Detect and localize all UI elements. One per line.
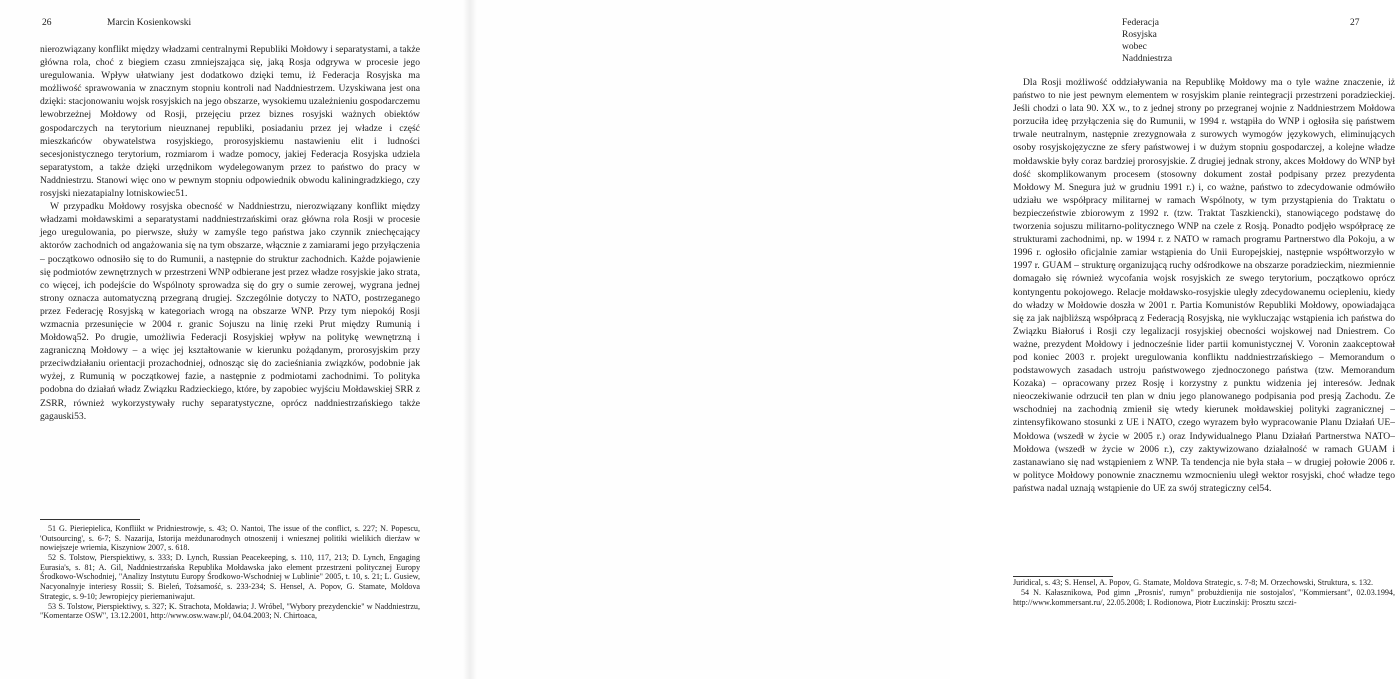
left-page <box>0 0 466 679</box>
footnote: 52 S. Tolstow, Pierspiektiwy, s. 333; D. Lynch, Russian Peacekeeping, s. 110, 117, 213; D. Lynch, Engaging Eurasia's, s. 81; A. Gil, Naddniestrzańska Republika Mołdawska jako element przestrzeni politycznej Europy Środkowo-Wschodniej, "Analizy Instytutu Europy Środkowo-Wschodniej w Lublinie" 2005, t. 10, s. 21; L. Gusiew, Nacyonalnyje interiesy Rossii; S. Bieleń, Tożsamość, s. 233-234; S. Hensel, A. Popov, G. Stamate, Moldova Strategic, s. 9-10; Jewropiejcy pieriemaniwajut. <box>40 553 420 601</box>
footnotes <box>1013 578 1395 608</box>
paragraph: Dla Rosji możliwość oddziaływania na Republikę Mołdowy ma o tyle ważne znaczenie, iż państwo to nie jest pewnym elementem w rosyjskim planie reintegracji przestrzeni poradzieckiej. Jeśli chodzi o lata 90. XX w., to z jednej strony po przegranej wojnie z Naddniestrzem Mołdowa porzuciła ideę przyłączenia się do Rumunii, w 1994 r. wstąpiła do WNP i ogłosiła się państwem trwale neutralnym, następnie zrezygnowała z surowych wymogów językowych, eliminujących osoby rosyjskojęzyczne ze sfery państwowej i w dużym stopniu gospodarczej, a kolejne władze mołdawskie były coraz bardziej prorosyjskie. Z drugiej jednak strony, akces Mołdowy do WNP był dość skomplikowanym procesem (stosowny dokument został podpisany przez prezydenta Mołdowy M. Snegura już w grudniu 1991 r.) i, co ważne, państwo to zdecydowanie odmówiło udziału we współpracy militarnej w ramach Wspólnoty, w tym przystąpienia do Traktatu o bezpieczeństwie zbiorowym z 1992 r. (tzw. Traktat Taszkiencki), stanowiącego podstawę do tworzenia sojuszu militarno-politycznego WNP na czele z Rosją. Ponadto podjęło współpracę ze strukturami zachodnimi, np. w 1994 r. z NATO w ramach programu Partnerstwo dla Pokoju, a w 1996 r. ogłosiło oficjalnie zamiar wstąpienia do Unii Europejskiej, następnie współtworzyło w 1997 r. GUAM – strukturę organizującą ruchy odśrodkowe na obszarze poradzieckim, niezmiennie domagało się również wycofania wojsk rosyjskich ze swego terytorium, początkowo oprócz kontyngentu pokojowego. Relacje mołdawsko-rosyjskie uległy zdecydowanemu ociepleniu, kiedy do władzy w Mołdowie doszła w 2001 r. Partia Komunistów Republiki Mołdowy, opowiadająca się za jak najbliższą współpracą z Federacją Rosyjską, nie wykluczając wstąpienia ich państwa do Związku Białoruś i Rosji czy legalizacji rosyjskiej obecności wojskowej nad Dniestrem. Co ważne, prezydent Mołdowy i jednocześnie lider partii komunistycznej V. Voronin zaakceptował pod koniec 2003 r. projekt uregulowania konfliktu naddniestrzańskiego – Memorandum o podstawowych zasadach ustroju państwowego zjednoczonego państwa (tzw. Memorandum Kozaka) – opracowany przez Rosję i korzystny z punktu widzenia jej interesów. Jednak nieoczekiwanie odrzucił ten plan w dniu jego planowanego podpisania pod presją Zachodu. Ze wschodniej na zachodnią zmienił się wtedy kierunek mołdawskiej polityki zagranicznej – zintensyfikowano stosunki z UE i NATO, czego wyrazem było wypracowanie Planu Działań UE–Mołdowa (wszedł w życie w 2005 r.) oraz Indywidualnego Planu Działań Partnerstwa NATO–Mołdowa (wszedł w życie w 2006 r.), czy zaktywizowano działalność w ramach GUAM i zastanawiano się nad wstąpieniem z WNP. Ta tendencja nie była stała – w drugiej połowie 2006 r. w polityce Mołdowy ponownie znacznemu wzmocnieniu uległ wektor rosyjski, choć władze tego państwa nadal uznają wstąpienie do UE za swój strategiczny cel54. <box>1013 77 1395 494</box>
footnotes <box>40 524 420 621</box>
footnote: 54 N. Kałasznikowa, Pod gimn „Prosnis', rumyn" probużdienija nie sostojalos', "Kommiersant", 02.03.1994, http://www.kommersant.ru/, 22.05.2008; I. Rodionowa, Piotr Łuczinskij: Prosztu szczi- <box>1013 588 1395 607</box>
footnote-rule <box>1013 576 1113 577</box>
paragraph: nierozwiązany konflikt między władzami centralnymi Republiki Mołdowy i separatystami, a także główna rola, choć z biegiem czasu zmniejszająca się, jaką Rosja odgrywa w procesie jego uregulowania. Wpływ ułatwiany jest dodatkowo dzięki temu, iż Federacja Rosyjska ma możliwość sprawowania w znacznym stopniu kontroli nad Naddniestrzem. Uzyskiwana jest ona dzięki: stacjonowaniu wojsk rosyjskich na jego obszarze, wysokiemu uzależnieniu gospodarczemu lewobrzeżnej Mołdowy od Rosji, przejęciu przez biznes rosyjski ważnych obiektów gospodarczych na terytorium nieuznanej republiki, posiadaniu przez jej władze i część mieszkańców obywatelstwa rosyjskiego, prorosyjskiemu nastawieniu elit i ludności secesjonistycznego terytorium, rozmiarom i wadze pomocy, jakiej Federacja Rosyjska udziela separatystom, a także dzięki urzędnikom wydelegowanym przez to państwo do pracy w Naddniestrzu. Stanowi więc ono w pewnym stopniu odpowiednik obwodu kaliningradzkiego, czy rosyjski niezatapialny lotniskowiec51. <box>40 44 420 200</box>
page-number: 27 <box>1350 18 1360 28</box>
page-number: 26 <box>42 18 52 28</box>
footnote-continuation: Juridical, s. 43; S. Hensel, A. Popov, G. Stamate, Moldova Strategic, s. 7-8; M. Orzechowski, Struktura, s. 132. <box>1013 578 1374 587</box>
running-head: Federacja Rosyjska wobec Naddniestrza <box>1122 18 1173 64</box>
body-text <box>1013 76 1395 495</box>
paragraph: W przypadku Mołdowy rosyjska obecność w Naddniestrzu, nierozwiązany konflikt między władzami mołdawskimi a separatystami naddniestrzańskimi oraz główna rola Rosji w procesie jego uregulowania, po pierwsze, służy w zamyśle tego państwa jako czynnik zniechęcający aktorów zachodnich od angażowania się na tym obszarze, włącznie z zamiarami jego przyłączenia – początkowo odnosiło się to do Rumunii, a następnie do struktur zachodnich. Każde pojawienie się podmiotów zewnętrznych w przestrzeni WNP odbierane jest przez władze rosyjskie jako strata, co więcej, ich podejście do Wspólnoty sprowadza się do gry o sumie zerowej, wygrana jednej strony oznacza automatyczną przegraną drugiej. Szczególnie dotyczy to NATO, postrzeganego przez Federację Rosyjską w kategoriach wrogą na obszarze WNP. Przy tym niepokój Rosji wzmacnia przesunięcie w 2004 r. granic Sojuszu na linię rzeki Prut między Rumunią i Mołdową52. Po drugie, umożliwia Federacji Rosyjskiej wpływ na politykę wewnętrzną i zagraniczną Mołdowy – a więc jej kształtowanie w kierunku pożądanym, prorosyjskim przy przeciwdziałaniu orientacji prozachodniej, odnosząc się do zacieśniania związków, podobnie jak wyżej, z Rumunią w początkowej fazie, a następnie z podmiotami zachodnimi. To polityka podobna do działań władz Związku Radzieckiego, które, by zapobiec wyjściu Mołdawskiej SRR z ZSRR, również wykorzystywały ruchy separatystyczne, oprócz naddniestrzańskiego także gagauski53. <box>40 201 420 422</box>
footnote-rule <box>40 519 140 520</box>
footnote: 53 S. Tolstow, Pierspiektiwy, s. 327; K. Strachota, Mołdawia; J. Wróbel, "Wybory prezydenckie" w Naddniestrzu, "Komentarze OSW", 13.12.2001, http://www.osw.waw.pl/, 04.04.2003; N. Chirtoaca, <box>40 601 420 621</box>
body-text <box>40 43 420 423</box>
running-head: Marcin Kosienkowski <box>107 18 192 28</box>
footnote: 51 G. Pieriepielica, Konfliikt w Pridniestrowje, s. 43; O. Nantoi, The issue of the conflict, s. 227; N. Popescu, 'Outsourcing', s. 6-7; S. Nazarija, Istorija meżdunarodnych otnoszenij i wniesznej politiki wielikich dierżaw w nowiejszeje wriemia, Kiszyniow 2007, s. 618. <box>40 524 420 553</box>
right-page <box>474 0 1395 679</box>
